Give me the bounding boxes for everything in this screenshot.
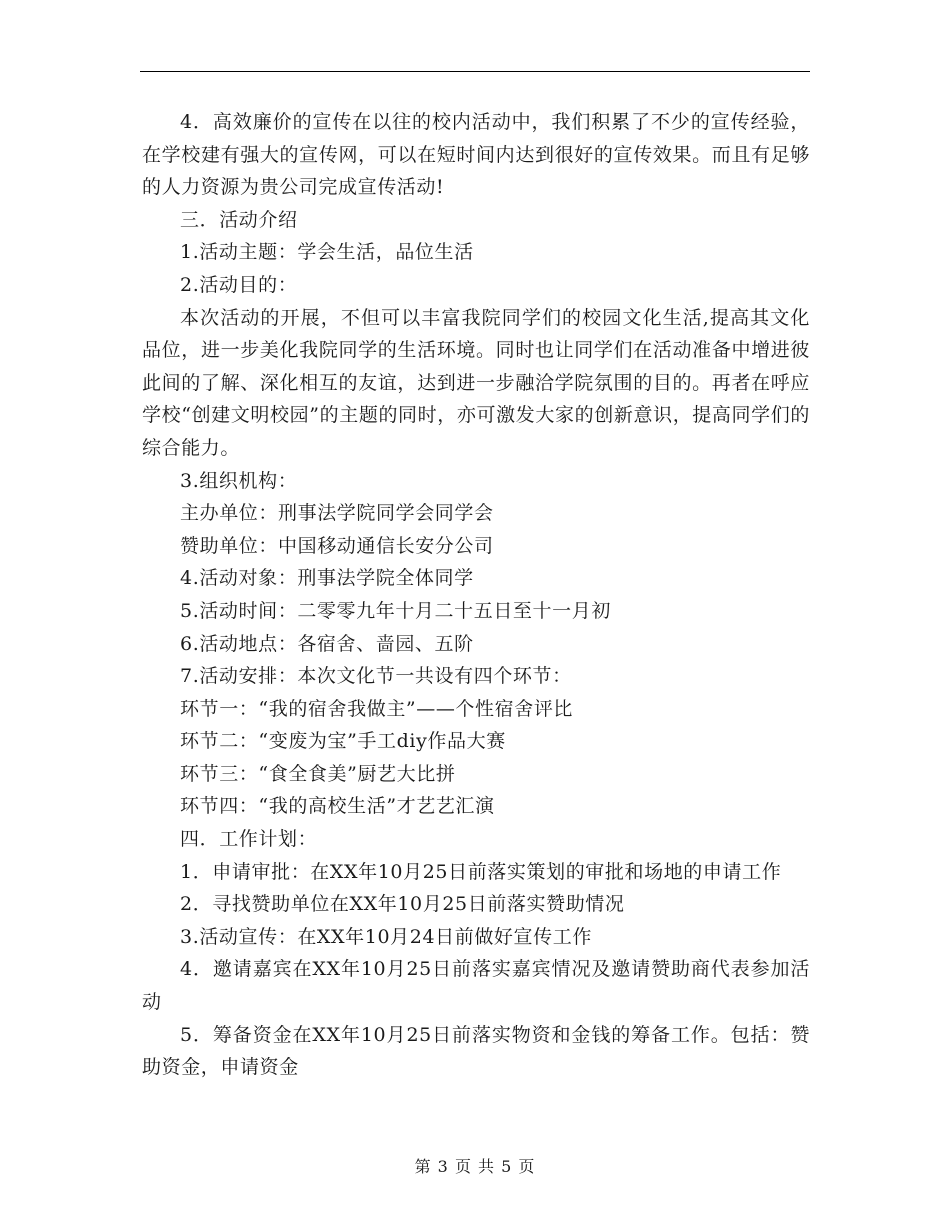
- paragraph-publicity-advantage: 4．高效廉价的宣传在以往的校内活动中，我们积累了不少的宣传经验，在学校建有强大的宣传网，可以在短时间内达到很好的宣传效果。而且有足够的人力资源为贵公司完成宣传活动!: [142, 111, 810, 199]
- paragraph-host-unit: 主办单位：刑事法学院同学会同学会: [180, 502, 494, 525]
- paragraph-segment-three: 环节三：“食全食美”厨艺大比拼: [180, 762, 456, 785]
- paragraph-activity-audience: 4.活动对象：刑事法学院全体同学: [180, 567, 474, 590]
- paragraph-activity-time: 5.活动时间：二零零九年十月二十五日至十一月初: [180, 599, 611, 622]
- paragraph-plan-guests: 4．邀请嘉宾在XX年10月25日前落实嘉宾情况及邀请赞助商代表参加活动: [142, 958, 810, 1014]
- paragraph-plan-funding: 5．筹备资金在XX年10月25日前落实物资和金钱的筹备工作。包括：赞助资金，申请资金: [142, 1023, 810, 1079]
- paragraph-segment-one: 环节一：“我的宿舍我做主”——个性宿舍评比: [180, 697, 574, 720]
- paragraph-sponsor-unit: 赞助单位：中国移动通信长安分公司: [180, 534, 494, 557]
- paragraph-activity-purpose: 本次活动的开展，不但可以丰富我院同学们的校园文化生活,提高其文化品位，进一步美化我院同学的生活环境。同时也让同学们在活动准备中增进彼此间的了解、深化相互的友谊，达到进一步融洽学院氛围的目的。再者在呼应学校“创建文明校园”的主题的同时，亦可激发大家的创新意识，提高同学们的综合能力。: [142, 306, 810, 459]
- paragraph-activity-purpose-label: 2.活动目的：: [180, 273, 298, 296]
- paragraph-plan-approval: 1．申请审批：在XX年10月25日前落实策划的审批和场地的申请工作: [180, 860, 782, 883]
- section-heading-work-plan: 四．工作计划：: [180, 828, 318, 851]
- paragraph-segment-two: 环节二：“变废为宝”手工diy作品大赛: [180, 730, 506, 753]
- paragraph-activity-location: 6.活动地点：各宿舍、啬园、五阶: [180, 632, 474, 655]
- paragraph-plan-publicity: 3.活动宣传：在XX年10月24日前做好宣传工作: [180, 925, 592, 948]
- paragraph-activity-schedule: 7.活动安排：本次文化节一共设有四个环节：: [180, 665, 572, 688]
- paragraph-plan-sponsorship: 2．寻找赞助单位在XX年10月25日前落实赞助情况: [180, 893, 625, 916]
- paragraph-organization-label: 3.组织机构：: [180, 469, 298, 492]
- header-rule: [140, 71, 810, 72]
- page-number-footer: 第 3 页 共 5 页: [414, 1157, 536, 1176]
- section-heading-activity-intro: 三．活动介绍: [180, 208, 298, 231]
- paragraph-activity-theme: 1.活动主题：学会生活，品位生活: [180, 241, 474, 264]
- paragraph-segment-four: 环节四：“我的高校生活”才艺艺汇演: [180, 795, 495, 818]
- document-body: [142, 106, 810, 1084]
